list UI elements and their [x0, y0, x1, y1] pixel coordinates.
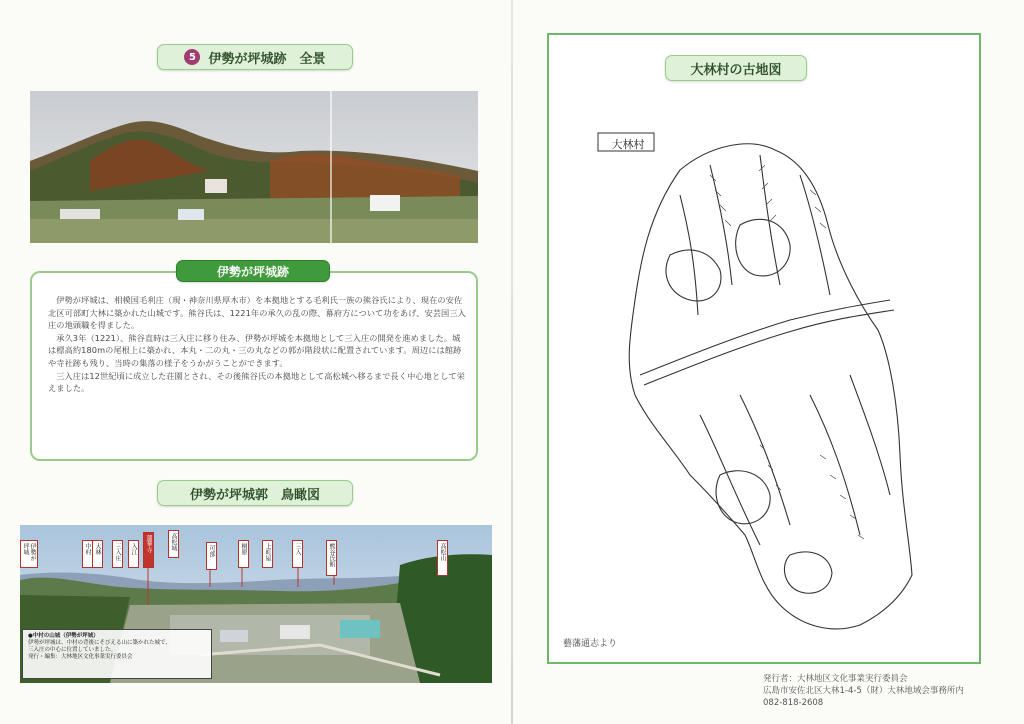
legend-title: ●中村の山城（伊勢が坪城）	[28, 633, 99, 639]
panorama-photo	[30, 91, 478, 243]
description-title	[176, 260, 330, 282]
place-tag: 桐原	[238, 540, 249, 568]
castle-tag: 蓮華寺	[143, 532, 154, 568]
place-tag: 上町屋	[262, 540, 273, 568]
description-title-text: 伊勢が坪城跡	[216, 264, 289, 279]
place-tag: 高松山	[437, 540, 448, 576]
credits	[763, 673, 964, 709]
section-number-badge: 5	[184, 49, 200, 65]
map-stamp: 大林村	[611, 138, 645, 151]
map-source: 藝藩通志より	[563, 639, 618, 649]
address: 広島市安佐北区大林1-4-5（財）大林地域会事務所内	[763, 686, 964, 696]
building	[340, 620, 380, 638]
legend-line: 伊勢が坪城は、中村の背後にそびえる山に築かれた城で、	[28, 640, 171, 646]
house	[205, 179, 227, 193]
place-tag: 熊谷氏館	[326, 540, 337, 576]
building	[280, 625, 310, 639]
place-tag: 三入庄	[112, 540, 123, 568]
place-tag: 大林	[92, 540, 103, 568]
map-title	[665, 55, 807, 81]
place-tag: 高松城	[168, 530, 179, 558]
place-tag: 中村	[82, 540, 93, 568]
place-tag: 三入	[292, 540, 303, 568]
place-tag: 伊勢が坪城	[20, 540, 38, 568]
legend-line: 発行・編集：大林地区文化事業実行委員会	[28, 654, 133, 660]
house	[60, 209, 100, 219]
page-fold	[511, 0, 513, 724]
house	[178, 209, 204, 220]
description-paragraph: 承久3年（1221）、熊谷直時は三入庄に移り住み、伊勢が坪城を本拠地として三入庄の開発を進めました。城は標高約180mの尾根上に築かれ、本丸・二の丸・三の丸などの郭が階段状に配置されています。周辺には館跡や寺社跡も残り、当時の集落の様子をうかがうことができます。	[48, 332, 462, 368]
old-map-drawing	[560, 95, 965, 635]
description-paragraph: 三入庄は12世紀頃に成立した荘園とされ、その後熊谷氏の本拠地として高松城へ移るまで長く中心地として栄えました。	[48, 370, 466, 394]
place-tag: 可部	[206, 542, 217, 570]
building	[220, 630, 248, 642]
description-paragraph: 伊勢が坪城は、相模国毛利庄（現・神奈川県厚木市）を本拠地とする毛利氏一族の熊谷氏により、現在の安佐北区可部町大林に築かれた山城です。熊谷氏は、1221年の承久の乱の際、幕府方について功をあげ、安芸国三入庄の地頭職を得ました。	[48, 295, 466, 331]
section-title-panorama	[157, 44, 353, 70]
birdseye-legend	[22, 629, 212, 679]
description-body	[48, 294, 466, 395]
house	[370, 195, 400, 211]
birdseye-title-text: 伊勢が坪城郭 鳥瞰図	[189, 487, 320, 503]
section-title-text: 伊勢が坪城跡 全景	[208, 51, 326, 67]
publisher: 発行者：大林地区文化事業実行委員会	[763, 674, 908, 684]
map-title-text: 大林村の古地図	[690, 62, 782, 78]
phone: 082-818-2608	[763, 698, 824, 708]
legend-line: 三入庄の中心に位置していました。	[28, 647, 117, 653]
panorama-illustration	[30, 91, 478, 243]
section-title-birdseye	[157, 480, 353, 506]
place-tag: 入江	[128, 540, 139, 568]
